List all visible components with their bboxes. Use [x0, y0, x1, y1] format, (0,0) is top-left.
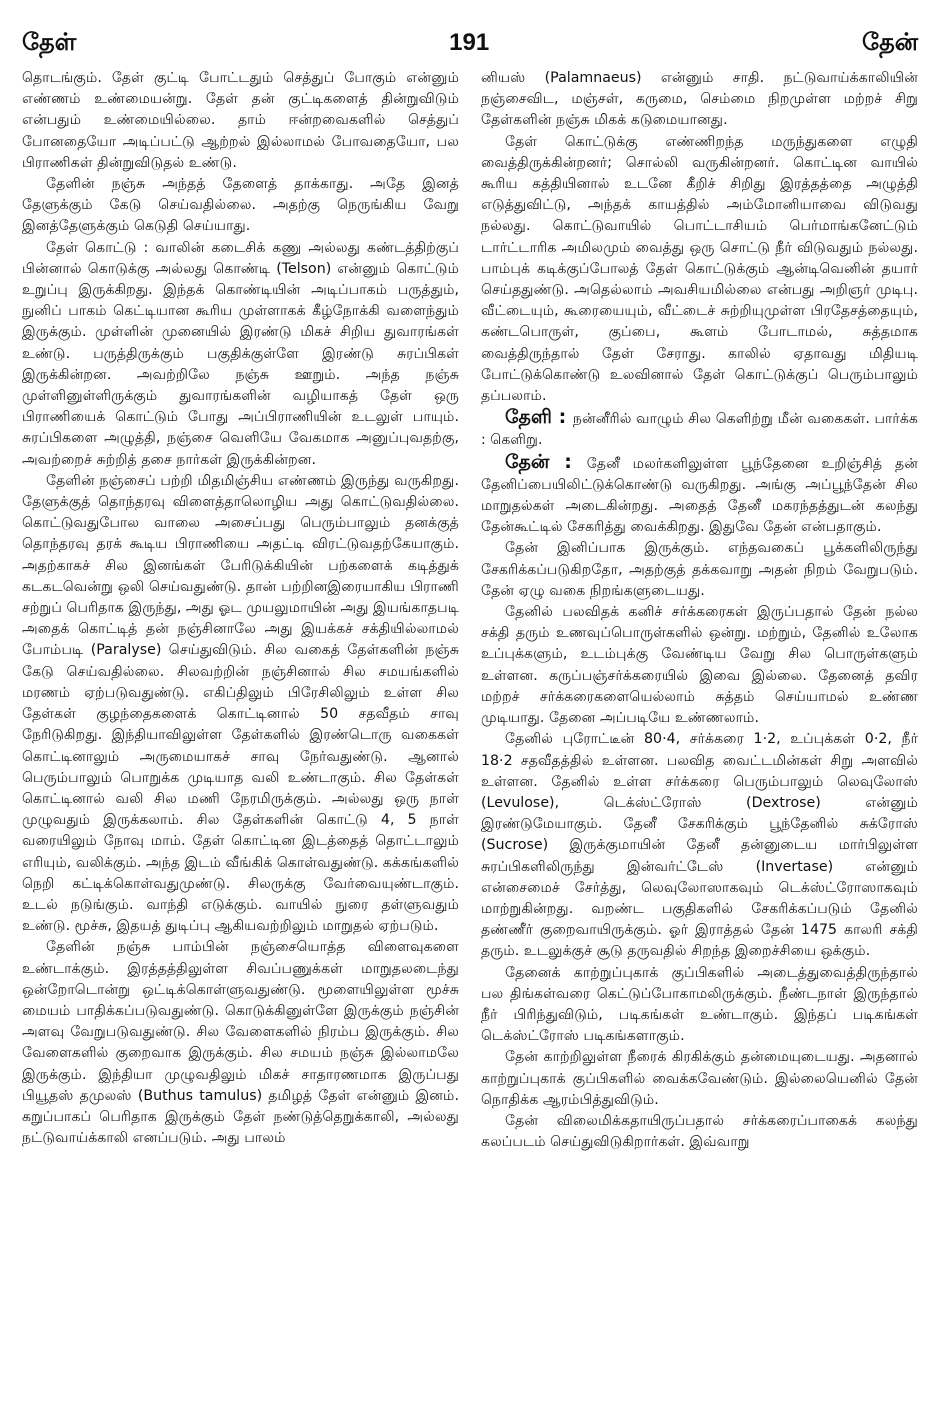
paragraph: தேன் விலைமிக்கதாயிருப்பதால் சர்க்கரைப்பாகைக் கலந்து கலப்படம் செய்துவிடுகிறார்கள். இவ்வாறு — [481, 1112, 918, 1151]
dictionary-entry — [481, 407, 918, 451]
right-column — [481, 68, 918, 1418]
paragraph: தேளின் நஞ்சு பாம்பின் நஞ்சையொத்த விளைவுகளை உண்டாக்கும். இரத்தத்திலுள்ள சிவப்பணுக்கள் மாறுதலடைந்து ஒன்றோடொன்று ஒட்டிக்கொள்ளுவதுண்டு. மூளையிலுள்ள மூச்சு மையம் பாதிக்கப்படுவதுண்டு. கொடுக்கினுள்ளே இருக்கும் நஞ்சின் அளவு வேறுபடுவதுண்டு. சில வேளைகளில் நிரம்ப இருக்கும். சில வேளைகளில் குறைவாக இருக்கும். சில சமயம் நஞ்சு இல்லாமலே இருக்கும். இந்தியா முழுவதிலும் மிகச் சாதாரணமாக இருப்பது பியூதஸ் தமுலஸ் (Buthus tamulus) தமிழத் தேள் என்னும் இனம். கறுப்பாகப் பெரிதாக இருக்கும் தேள் நண்டுத்தெறுக்காலி, அல்லது நட்டுவாய்க்காலி எனப்படும். அது பாலம் — [22, 939, 459, 1147]
page-header — [22, 28, 918, 68]
paragraph: தேள் கொட்டுக்கு எண்ணிறந்த மருந்துகளை எழுதி வைத்திருக்கின்றனர்; சொல்லி வருகின்றனர். கொட்டின வாயில் கூரிய கத்தியினால் உடனே கீறிச் சிறிது இரத்தத்தை அழுத்தி எடுத்துவிட்டு, அந்தக் காயத்தில் அம்மோனியாவை விடுவது நல்லது. கொட்டுவாயில் பொட்டாசியம் பெர்மாங்கனேட்டும் டார்ட்டாரிக அமிலமும் வைத்து ஒரு சொட்டு நீர் விடுவதும் நல்லது. பாம்புக் கடிக்குப்போலத் தேள் கொட்டுக்கும் ஆன்டிவெனின் தயார் செய்ததுண்டு. அதெல்லாம் அவசியமில்லை என்பது அறிஞர் முடிபு. வீட்டையும், கூரையையும், வீட்டைச் சுற்றியுமுள்ள பிரதேசத்தையும், கண்டபொருள், குப்பை, கூளம் போடாமல், சுத்தமாக வைத்திருந்தால் தேள் சேராது. காலில் ஏதாவது மிதியடி போட்டுக்கொண்டு உலவினால் தேள் கொட்டுக்குப் பெரும்பாலும் தப்பலாம். — [481, 133, 918, 405]
dictionary-entry — [481, 452, 918, 539]
left-column — [22, 68, 459, 1418]
entry-headword: தேன் : — [505, 450, 587, 473]
paragraph: தேன் இனிப்பாக இருக்கும். எந்தவகைப் பூக்களிலிருந்து சேகரிக்கப்படுகிறதோ, அதற்குத் தக்கவாறு அதன் நிறம் வேறுபடும். தேன் ஏழு வகை நிறங்களுடையது. — [481, 540, 918, 599]
paragraph: தேள் கொட்டு : வாலின் கடைசிக் கணு அல்லது கண்டத்திற்குப் பின்னால் கொடுக்கு அல்லது கொண்டி (Telson) என்னும் கொட்டும் உறுப்பு இருக்கிறது. இந்தக் கொண்டியின் அடிப்பாகம் பருத்தும், நுனிப் பாகம் கெட்டியான கூரிய முள்ளாகக் கீழ்நோக்கி வளைந்தும் இருக்கும். முள்ளின் முனையில் இரண்டு மிகச் சிறிய துவாரங்கள் உண்டு. பருத்திருக்கும் பகுதிக்குள்ளே இரண்டு சுரப்பிகள் இருக்கின்றன. அவற்றிலே நஞ்சு ஊறும். அந்த நஞ்சு முள்ளினுள்ளிருக்கும் துவாரங்களின் வழியாகத் தேள் ஒரு பிராணியைக் கொட்டும் போது அப்பிராணியின் உடலுள் பாயும். சுரப்பிகளை அழுத்தி, நஞ்சை வெளியே வேகமாக அனுப்புவதற்கு, அவற்றைச் சுற்றித் தசை நார்கள் இருக்கின்றன. — [22, 239, 459, 468]
entry-definition: நன்னீரில் வாழும் சில கெளிற்று மீன் வகைகள். பார்க்க : கெளிறு. — [481, 411, 918, 449]
entry-definition: தேனீ மலர்களிலுள்ள பூந்தேனை உறிஞ்சித் தன் தேனிப்பையிலிட்டுக்கொண்டு வருகிறது. அங்கு அப்பூந்தேன் சில மாறுதல்கள் அடைகின்றது. அதைத் தேனீ மகரந்தத்துடன் கலந்து தேன்கூட்டில் சேகரித்து வைக்கிறது. இதுவே தேன் என்பதாகும். — [481, 455, 918, 536]
paragraph: தேனைக் காற்றுப்புகாக் குப்பிகளில் அடைத்துவைத்திருந்தால் பல திங்கள்வரை கெட்டுப்போகாமலிருக்கும். நீண்டநாள் இருந்தால் நீர் பிரிந்துவிடும், படிகங்கள் உண்டாகும். இந்தப் படிகங்கள் டெக்ஸ்ட்ரோஸ் படிகங்களாகும். — [481, 964, 918, 1045]
paragraph: னியஸ் (Palamnaeus) என்னும் சாதி. நட்டுவாய்க்காலியின் நஞ்சைவிட, மஞ்சள், கருமை, செம்மை நிறமுள்ள மற்றச் சிறு தேள்களின் நஞ்சு மிகக் கடுமையானது. — [481, 70, 918, 129]
paragraph: தேன் காற்றிலுள்ள நீரைக் கிரகிக்கும் தன்மையுடையது. அதனால் காற்றுப்புகாக் குப்பிகளில் வைக்கவேண்டும். இல்லையெனில் தேன் நொதிக்க ஆரம்பித்துவிடும். — [481, 1049, 918, 1108]
paragraph: தொடங்கும். தேள் குட்டி போட்டதும் செத்துப் போகும் என்னும் எண்ணம் உண்மையன்று. தேள் தன் குட்டிகளைத் தின்றுவிடும் என்பதும் உண்மையில்லை. தாம் ஈன்றவைகளில் செத்துப் போனதையோ அடிப்பட்டு ஆற்றல் இல்லாமல் போவதையோ, பல பிராணிகள் தின்றுவிடுதல் உண்டு. — [22, 70, 459, 171]
paragraph: தேளின் நஞ்சைப் பற்றி மிதமிஞ்சிய எண்ணம் இருந்து வருகிறது. தேளுக்குத் தொந்தரவு விளைத்தாலொழிய அது கொட்டுவதில்லை. கொட்டுவதுபோல வாலை அசைப்பது பெரும்பாலும் தனக்குத் தொந்தரவு தரக் கூடிய பிராணியை அதட்டி விரட்டுவதற்கேயாகும். அதற்காகச் சில இனங்கள் பேரிடுக்கியின் பற்களைக் கடித்துக் கடகடவென்று ஒலி செய்வதுண்டு. தான் பற்றினஇரையாகிய பிராணி சற்றுப் பெரிதாக இருந்து, அது ஓட முயலுமாயின் அது இயங்காதபடி அதைக் கொட்டித் தன் நஞ்சினாலே அது இயக்கச் சக்தியில்லாமல் போம்படி (Paralyse) செய்துவிடும். சில வகைத் தேள்களின் நஞ்சு கேடு செய்வதில்லை. சிலவற்றின் நஞ்சினால் சில சமயங்களில் மரணம் ஏற்படுவதுண்டு. எகிப்திலும் பிரேசிலிலும் உள்ள சில தேள்கள் குழந்தைகளைக் கொட்டினால் 50 சதவீதம் சாவு நேரிடுகிறது. இந்தியாவிலுள்ள தேள்களில் இரண்டொரு வகைகள் கொட்டினாலும் அருமையாகச் சாவு நேர்வதுண்டு. ஆனால் பெரும்பாலும் பொறுக்க முடியாத வலி உண்டாகும். சில தேள்கள் கொட்டினால் வலி சில மணி நேரமிருக்கும். அல்லது ஒரு நாள் முழுவதும் இருக்கலாம். சில தேள்களின் கொட்டு 4, 5 நாள் வரையிலும் நோவு மாம். தேள் கொட்டின இடத்தைத் தொட்டாலும் எரியும், வலிக்கும். அந்த இடம் வீங்கிக் கொள்வதுண்டு. கக்கங்களில் நெறி கட்டிக்கொள்வதுமுண்டு. சிலருக்கு வேர்வையுண்டாகும். உடல் நடுங்கும். வாந்தி எடுக்கும். வாயில் நுரை தள்ளுவதும் உண்டு. மூச்சு, இதயத் துடிப்பு ஆகியவற்றிலும் மாறுதல் ஏற்படும். — [22, 472, 459, 935]
paragraph: தேனில் பலவிதக் கனிச் சர்க்கரைகள் இருப்பதால் தேன் நல்ல சக்தி தரும் உணவுப்பொருள்களில் ஒன்று. மற்றும், தேனில் உலோக உப்புக்களும், உடம்புக்கு வேண்டிய வேறு சில பொருள்களும் உள்ளன. கருப்பஞ்சர்க்கரையில் இவை இல்லை. தேனைத் தவிர மற்றச் சர்க்கரைகளையெல்லாம் சுத்தம் செய்யாமல் உண்ண முடியாது. தேனை அப்படியே உண்ணலாம். — [481, 604, 918, 727]
page-number: 191 — [449, 29, 490, 56]
two-column-body — [22, 68, 918, 1418]
paragraph: தேளின் நஞ்சு அந்தத் தேளைத் தாக்காது. அதே இனத் தேளுக்கும் கேடு செய்வதில்லை. அதற்கு நெருங்கிய வேறு இனத்தேளுக்கும் கெடுதி செய்யாது. — [22, 176, 459, 235]
header-right-word: தேன் — [862, 28, 918, 56]
paragraph: தேனில் புரோட்டீன் 80·4, சர்க்கரை 1·2, உப்புக்கள் 0·2, நீர் 18·2 சதவீதத்தில் உள்ளன. பலவித வைட்டமின்கள் சிறு அளவில் உள்ளன. தேனில் உள்ள சர்க்கரை பெரும்பாலும் லெவுலோஸ் (Levulose), டெக்ஸ்ட்ரோஸ் (Dextrose) என்னும் இரண்டுமேயாகும். தேனீ சேகரிக்கும் பூந்தேனில் சுக்ரோஸ் (Sucrose) இருக்குமாயின் தேனீ தன்னுடைய மார்பிலுள்ள சுரப்பிகளிலிருந்து இன்வர்ட்டேஸ் (Invertase) என்னும் என்சைமைச் சேர்த்து, லெவுலோஸாகவும் டெக்ஸ்ட்ரோஸாகவும் மாற்றுகின்றது. வறண்ட பகுதிகளில் சேகரிக்கப்படும் தேனில் தண்ணீர் குறைவாயிருக்கும். ஓர் இராத்தல் தேன் 1475 காலரி சக்தி தரும். உடலுக்குச் சூடு தருவதில் சிறந்த இறைச்சியை ஒக்கும். — [481, 731, 918, 960]
header-left-word: தேள் — [22, 28, 77, 56]
entry-headword: தேளி : — [505, 406, 573, 429]
